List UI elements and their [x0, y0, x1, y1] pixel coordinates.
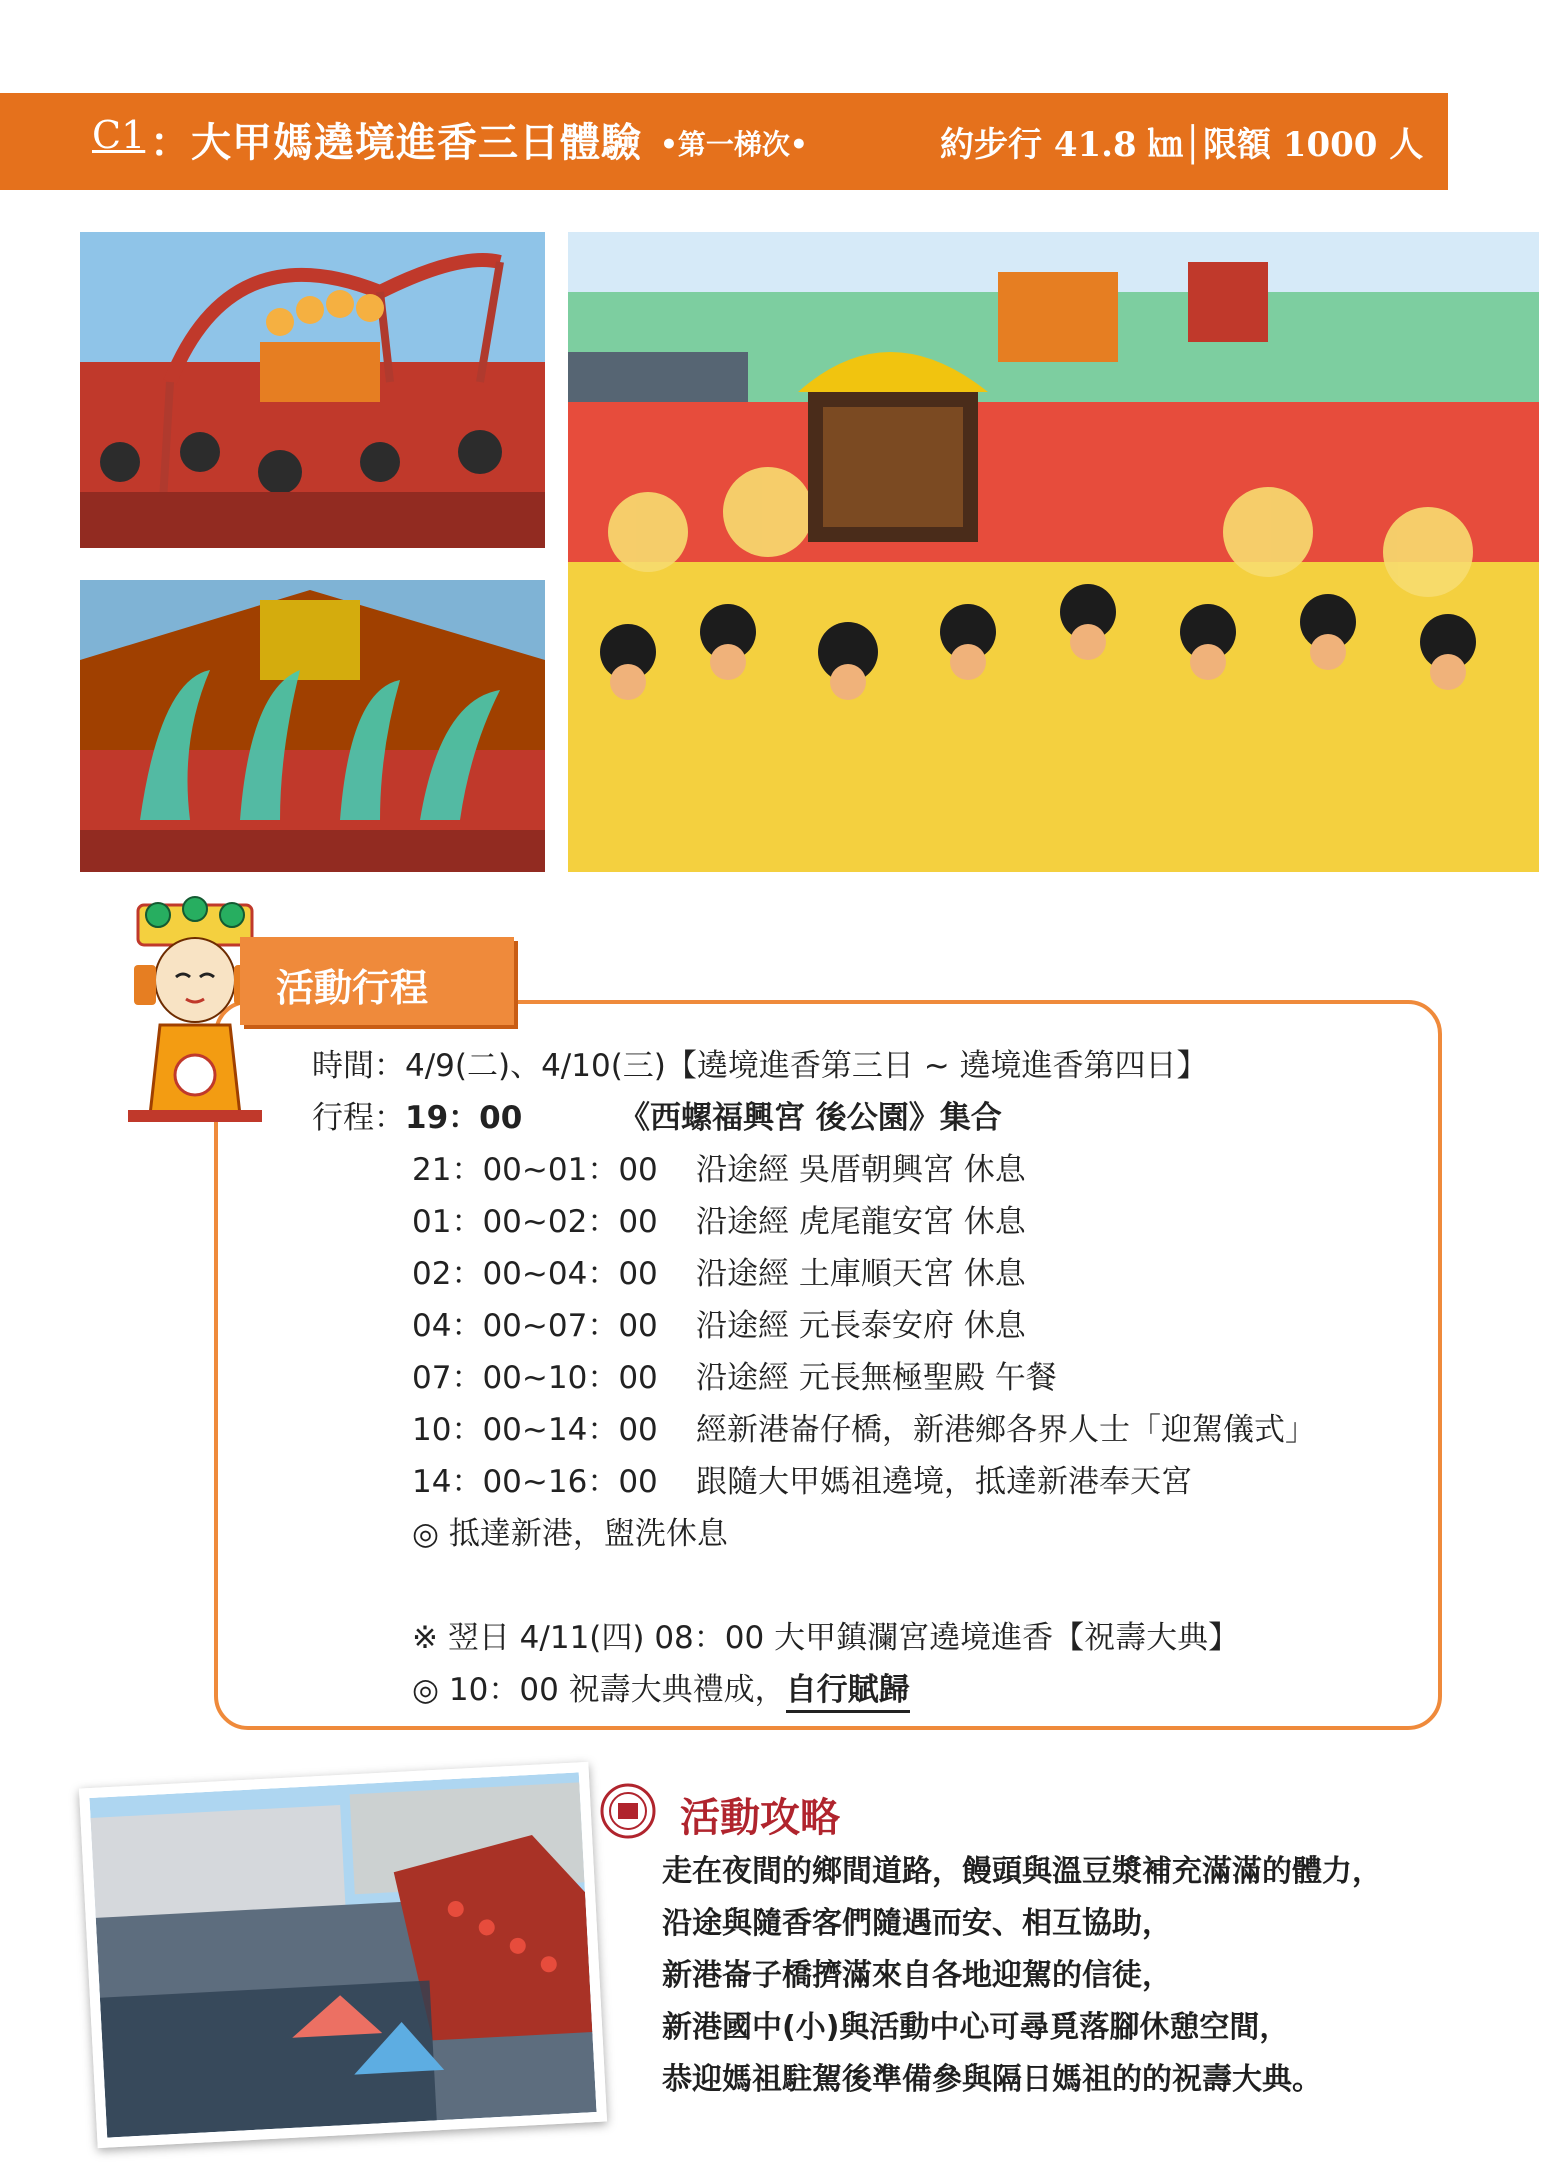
header-banner	[0, 93, 1448, 190]
tip-line: 恭迎媽祖駐駕後準備參與隔日媽祖的的祝壽大典。	[662, 2062, 1322, 2097]
tip-line: 走在夜間的鄉間道路，饅頭與溫豆漿補充滿滿的體力，	[662, 1854, 1382, 1889]
row-time: 04：00~07：00	[412, 1308, 658, 1344]
itinerary-row	[412, 1300, 1026, 1345]
itinerary-row	[412, 1144, 1026, 1189]
tips-heading: 活動攻略	[680, 1795, 840, 1841]
itinerary-row	[412, 1404, 1316, 1449]
photo-palanquin-procession	[568, 232, 1539, 872]
next-day-note: ※ 翌日 4/11(四) 08：00 大甲鎮瀾宮遶境進香【祝壽大典】	[412, 1620, 1240, 1656]
schedule-heading: 活動行程	[276, 965, 429, 1010]
tip-line: 新港國中(小)與活動中心可尋覓落腳休憩空間，	[662, 2010, 1290, 2045]
batch-label: •第一梯次•	[660, 128, 808, 161]
tour-code: C1	[92, 113, 146, 157]
photo-dance-performance	[80, 580, 545, 872]
final-note	[412, 1664, 910, 1709]
schedule-heading-tag	[240, 937, 514, 1025]
row-desc: 沿途經 元長泰安府 休息	[696, 1308, 1026, 1344]
row-time: 21：00~01：00	[412, 1152, 658, 1188]
itinerary-first	[312, 1092, 1002, 1137]
temple-seal-icon	[600, 1783, 656, 1839]
distance-quota: 約步行 41.8 ㎞│限額 1000 人	[940, 125, 1424, 165]
row-desc: 沿途經 虎尾龍安宮 休息	[696, 1204, 1026, 1240]
final-prefix: ◎ 10：00 祝壽大典禮成，	[412, 1672, 786, 1708]
arrive-note: ◎ 抵達新港，盥洗休息	[412, 1516, 728, 1552]
schedule-date: 時間：4/9(二)、4/10(三)【遶境進香第三日 ~ 遶境進香第四日】	[312, 1048, 1208, 1084]
tour-title: ：大甲媽遶境進香三日體驗	[150, 119, 642, 166]
itinerary-row	[412, 1352, 1057, 1397]
row-time: 10：00~14：00	[412, 1412, 658, 1448]
row-desc: 經新港崙仔橋，新港鄉各界人士「迎駕儀式」	[696, 1412, 1316, 1448]
itinerary-desc: 《西螺福興宮 後公園》集合	[619, 1100, 1002, 1136]
row-desc: 沿途經 土庫順天宮 休息	[696, 1256, 1026, 1292]
tip-line: 新港崙子橋擠滿來自各地迎駕的信徒，	[662, 1958, 1172, 1993]
final-emphasis: 自行賦歸	[786, 1672, 910, 1713]
itinerary-time: 19：00	[405, 1100, 523, 1136]
row-time: 14：00~16：00	[412, 1464, 658, 1500]
itinerary-row	[412, 1248, 1026, 1293]
photo-arch-crowd	[80, 232, 545, 548]
tip-line: 沿途與隨香客們隨遇而安、相互協助，	[662, 1906, 1172, 1941]
itinerary-row	[412, 1456, 1192, 1501]
row-desc: 沿途經 元長無極聖殿 午餐	[696, 1360, 1057, 1396]
row-desc: 跟隨大甲媽祖遶境，抵達新港奉天宮	[696, 1464, 1192, 1500]
itinerary-row	[412, 1196, 1026, 1241]
row-time: 01：00~02：00	[412, 1204, 658, 1240]
row-time: 07：00~10：00	[412, 1360, 658, 1396]
row-time: 02：00~04：00	[412, 1256, 658, 1292]
row-desc: 沿途經 吳厝朝興宮 休息	[696, 1152, 1026, 1188]
photo-temple-crowd-aerial	[79, 1762, 607, 2148]
itinerary-label: 行程：	[312, 1100, 405, 1136]
